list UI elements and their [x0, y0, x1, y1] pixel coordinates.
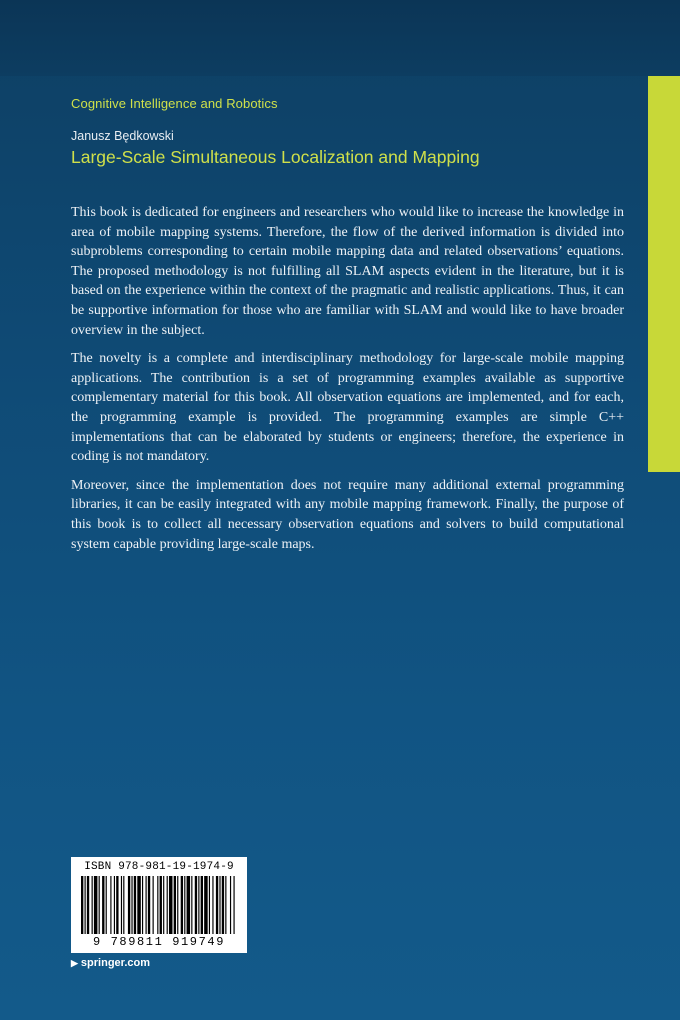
accent-stripe — [648, 76, 680, 472]
blurb-paragraph: Moreover, since the implementation does not require many additional external programming libraries, it can be easily integrated with any mobile mapping framework. Finally, the purpose of this book is to collect all necessary observation equations and solvers to build computational system capable providing large-scale maps. — [71, 477, 624, 552]
top-band — [0, 0, 680, 76]
series-title: Cognitive Intelligence and Robotics — [71, 96, 278, 111]
back-cover-blurb — [71, 203, 624, 563]
author-name: Janusz Będkowski — [71, 129, 174, 143]
barcode-icon — [81, 876, 237, 934]
publisher-url-text: springer.com — [80, 957, 150, 969]
publisher-url — [71, 957, 150, 969]
arrow-right-icon: ▶ — [71, 958, 78, 968]
isbn-barcode-box — [71, 857, 247, 953]
blurb-paragraph: The novelty is a complete and interdisciplinary methodology for large-scale mobile mapping applications. The contribution is a set of programming examples available as supportive complementary material for this book. All observation equations are implemented, and for each, the programming example is provided. The programming examples are simple C++ implementations that can be elaborated by students or engineers; therefore, the experience in coding is not mandatory. — [71, 351, 624, 465]
ean-digits: 9 789811 919749 — [92, 935, 226, 949]
book-title: Large-Scale Simultaneous Localization and Mapping — [71, 147, 480, 167]
blurb-paragraph: This book is dedicated for engineers and researchers who would like to increase the knowledge in area of mobile mapping systems. Therefore, the flow of the derived information is divided into subproblems corresponding to certain mobile mapping data and related observations’ equations. The proposed methodology is not fulfilling all SLAM aspects evident in the literature, but it is based on the experience within the context of the pragmatic and realistic applications. Thus, it can be supportive information for those who are familiar with SLAM and would like to have broader overview in the subject. — [71, 205, 624, 338]
isbn-label: ISBN 978-981-19-1974-9 — [84, 861, 234, 873]
